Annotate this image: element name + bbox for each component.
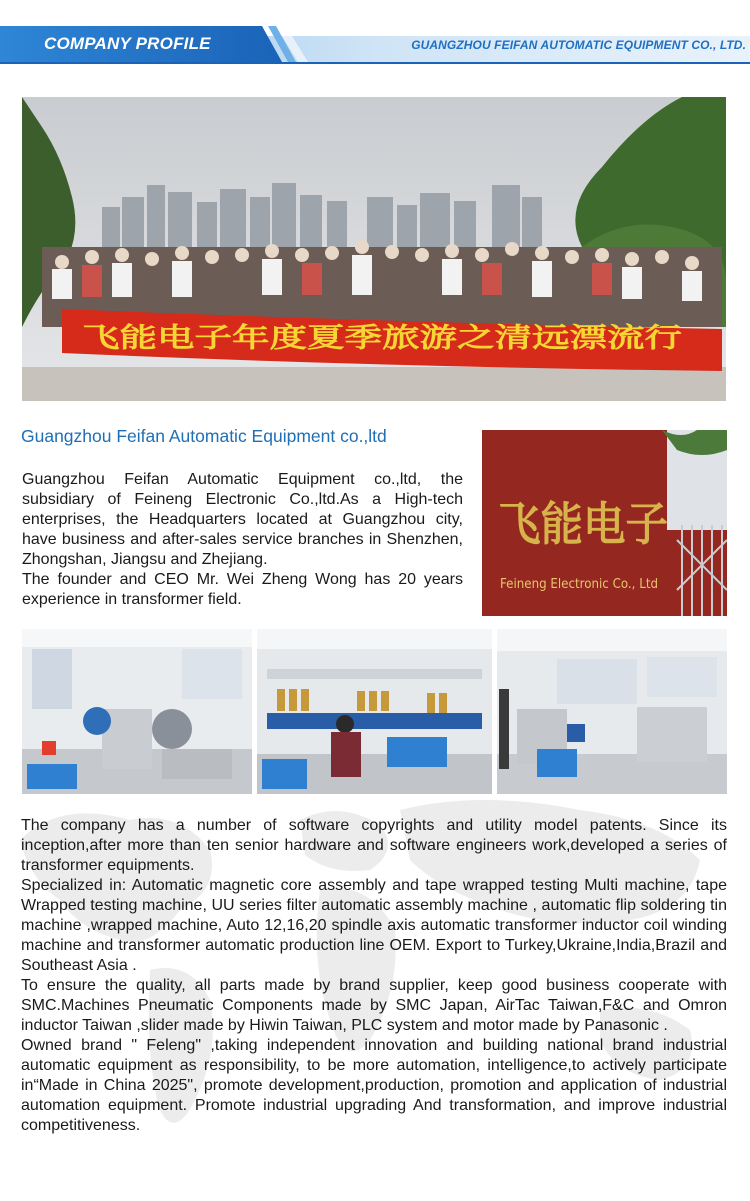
body-paragraph-4: Owned brand " Feleng" ,taking independent innovation and building national brand industrial automatic equipment as responsibility, to be more automation, intelligence,to actively participate in“Made in China 2025", promote development,production, promotion and application of industrial automation equipment. Promote industrial upgrading And transformation, and improve industrial competitiveness. (21, 1037, 727, 1134)
workshop-photo-2 (257, 629, 492, 794)
workshop-photo-3 (497, 629, 727, 794)
sign-chinese-text: 飞能电子 (498, 497, 668, 551)
body-paragraph-1: The company has a number of software copyrights and utility model patents. Since its inception,after more than ten senior hardware and software engineers work,developed a series of transformer equipments. (21, 817, 727, 874)
header-title: COMPANY PROFILE (44, 34, 211, 53)
sign-english-text: Feineng Electronic Co., Ltd (500, 577, 658, 592)
body-text (21, 816, 727, 1136)
team-photo (22, 97, 726, 401)
team-banner-text: 飞能电子年度夏季旅游之清远漂流行 (82, 323, 514, 354)
body-paragraph-3: To ensure the quality, all parts made by brand supplier, keep good business cooperate with SMC.Machines Pneumatic Components made by SMC Japan, AirTac Taiwan,F&C and Omron inductor Taiwan ,slider made by Hiwin Taiwan, PLC system and motor made by Panasonic . (21, 977, 727, 1034)
intro-paragraph-1: Guangzhou Feifan Automatic Equipment co.,ltd, the subsidiary of Feineng Electronic Co.,ltd.As a High-tech enterprises, the Headquarters located at Guangzhou city, have business and after-sales service branches in Shenzhen, Zhongshan, Jiangsu and Zhejiang. (22, 471, 463, 568)
body-paragraph-2: Specialized in: Automatic magnetic core assembly and tape wrapped testing Multi machine, tape Wrapped testing machine, UU series filter automatic assembly machine , automatic flip soldering tin machine ,wrapped machine, Auto 12,16,20 spindle axis automatic transformer inductor coil winding machine and transformer automatic production line OEM. Export to Turkey,Ukraine,India,Brazil and Southeast Asia . (21, 877, 727, 974)
intro-text (22, 470, 463, 610)
section-heading: Guangzhou Feifan Automatic Equipment co.,ltd (21, 426, 387, 446)
workshop-photo-1 (22, 629, 252, 794)
header-company-name: GUANGZHOU FEIFAN AUTOMATIC EQUIPMENT CO., LTD. (411, 38, 746, 52)
company-sign-photo (482, 430, 727, 616)
intro-paragraph-2: The founder and CEO Mr. Wei Zheng Wong has 20 years experience in transformer field. (22, 571, 463, 608)
